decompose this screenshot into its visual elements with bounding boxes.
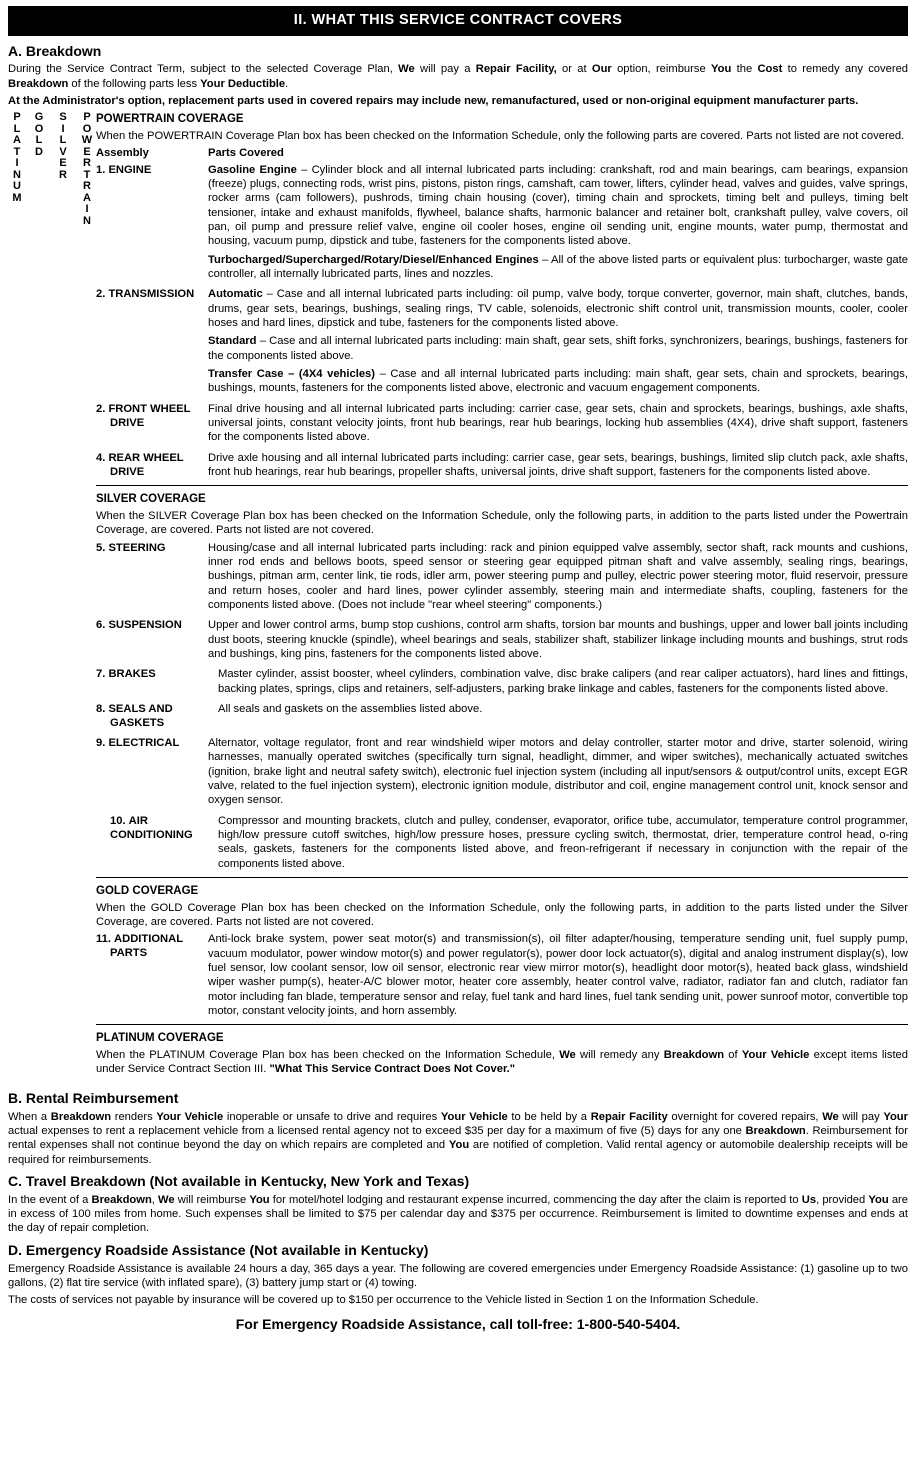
platinum-coverage-block	[96, 1031, 908, 1076]
item-body: All seals and gaskets on the assemblies listed above.	[218, 703, 483, 716]
vertical-label-platinum: P L A T I N U M	[12, 111, 22, 204]
item-label: 8. SEALS AND GASKETS	[96, 703, 173, 730]
paragraph-d1: Emergency Roadside Assistance is available 24 hours a day, 365 days a year. The following are covered emergencies under Emergency Roadside Assistance: (1) gasoline up to two gallons, (2) flat tire service (with inflated spare), (3) battery jump start or (4) towing.	[8, 1262, 908, 1290]
coverage-item-additional-parts	[96, 932, 908, 1018]
item-label: 1. ENGINE	[96, 163, 152, 176]
platinum-intro: When the PLATINUM Coverage Plan box has been checked on the Information Schedule, We will remedy any Breakdown of Your Vehicle except items listed under Service Contract Section III. "What This Service Contract Does Not Cover."	[96, 1049, 908, 1076]
item-body: Drive axle housing and all internal lubricated parts including: carrier case, gear sets, bearings, bushings, limited slip clutch pack, axle shafts, front hub hearings, rear hub bearings, propeller shafts, universal joints, drive shaft support, fasteners for the components listed above.	[208, 451, 908, 479]
item-label: 9. ELECTRICAL	[96, 737, 180, 750]
coverage-item-transmission	[96, 287, 908, 395]
divider-silver-gold	[96, 877, 908, 878]
paragraph-c: In the event of a Breakdown, We will reimburse You for motel/hotel lodging and restaurant expense incurred, commencing the day after the claim is reported to Us, provided You are in excess of 100 miles from home. Such expenses shall be limited to $75 per calendar day and $375 per occurrence. Reimbursement is limited to downtime expenses and ends at the day of repair completion.	[8, 1193, 909, 1235]
footer-phone-line: For Emergency Roadside Assistance, call toll-free: 1-800-540-5404.	[235, 1315, 681, 1332]
silver-intro: When the SILVER Coverage Plan box has been checked on the Information Schedule, only the following parts, in addition to the parts listed under the Powertrain Coverage, are covered. Parts not listed are not covered.	[96, 510, 908, 537]
powertrain-intro: When the POWERTRAIN Coverage Plan box has been checked on the Information Schedule, only the following parts are covered. Parts not listed are not covered.	[96, 130, 905, 143]
coverage-item-brakes	[96, 667, 908, 696]
coverage-table-header	[96, 146, 908, 160]
vertical-label-gold: G O L D	[34, 111, 44, 158]
powertrain-coverage-block	[96, 112, 908, 479]
coverage-item-suspension	[96, 618, 908, 661]
item-body: Master cylinder, assist booster, wheel cylinders, combination valve, disc brake calipers (and rear caliper actuators), hard lines and fittings, backing plates, springs, clips and retainers, self-adjusters, parking brake linkage and cables, fasteners for the components listed above.	[218, 668, 908, 695]
section-banner: II. WHAT THIS SERVICE CONTRACT COVERS	[8, 6, 908, 36]
item-body: Final drive housing and all internal lubricated parts including: carrier case, gear sets, chain and sprockets, bearings, bushings, axle shafts, universal joints, constant velocity joints, front hub bearings, rear hub bearings, locking hub assemblies (4X4), drive shaft support, fasteners for the components listed above.	[208, 402, 908, 444]
silver-title: SILVER COVERAGE	[96, 493, 206, 506]
gold-intro: When the GOLD Coverage Plan box has been checked on the Information Schedule, only the following parts, in addition to the parts listed under the Silver Coverage, are covered. Parts not listed are not covered.	[96, 901, 908, 929]
heading-c-travel-breakdown: C. Travel Breakdown (Not available in Kentucky, New York and Texas)	[8, 1172, 470, 1189]
paragraph-a2: At the Administrator's option, replacement parts used in covered repairs may include new, remanufactured, used or non-original equipment manufacturer parts.	[8, 95, 859, 108]
coverage-plans-block	[8, 112, 908, 1079]
coverage-item-electrical	[96, 736, 908, 808]
divider-powertrain-silver	[96, 485, 908, 486]
paragraph-b: When a Breakdown renders Your Vehicle inoperable or unsafe to drive and requires Your Vehicle to be held by a Repair Facility overnight for covered repairs, We will pay Your actual expenses to rent a replacement vehicle from a licensed rental agency not to exceed $35 per day for a maximum of five (5) days for any one Breakdown. Reimbursement for rental expenses shall not continue beyond the day on which repairs are completed and You are notified of completion. Valid rental agency or automobile dealership receipts will be required for reimbursements.	[8, 1110, 909, 1166]
item-body: Automatic – Case and all internal lubricated parts including: oil pump, valve body, torque converter, governor, main shaft, clutches, bands, drums, gear sets, bearings, bushings, sealing rings, TV cable, solenoids, electronic shift control unit, transmission mounts, cooler, cooler hoses and hard lines, dipstick and tube, fasteners for the components listed above. Standard – Case and all internal lubricated parts including: main shaft, gear sets, shift forks, synchronizers, bearings, bushings, fasteners for the components listed above. Transfer Case – (4X4 vehicles) – Case and all internal lubricated parts including: main shaft, gear sets, chain and sprockets, bearings, bushings, mounts, fasteners for the components listed above, electronic and vacuum engagement components.	[208, 288, 908, 395]
header-assembly: Assembly	[96, 147, 149, 160]
heading-b-rental-reimbursement: B. Rental Reimbursement	[8, 1089, 179, 1106]
powertrain-title: POWERTRAIN COVERAGE	[96, 113, 244, 126]
platinum-title: PLATINUM COVERAGE	[96, 1032, 224, 1045]
coverage-content	[96, 112, 908, 1079]
item-label: 11. ADDITIONAL PARTS	[96, 933, 184, 960]
coverage-item-seals-and-gaskets	[96, 702, 908, 730]
silver-coverage-block	[96, 492, 908, 871]
item-label: 2. TRANSMISSION	[96, 288, 195, 301]
item-body: Anti-lock brake system, power seat motor(s) and transmission(s), oil filter adapter/housing, temperature sending unit, fuel supply pump, vacuum modulator, power window motor(s) and power regulator(s), power door lock actuator(s), digital and analog instrument display(s), low fuel sensor, low coolant sensor, low oil sensor, electronic rear view mirror motor(s), headlight door motor(s), heated back glass, windshield wiper washer pump(s), heater-A/C blower motor, heater core assembly, heater control valve, radiator, radiator fan and clutch, radiator fan motor including fan blade, temperature sensor and relay, fuel tank and hard lines, fuel tank sending unit, power sunroof motor, convertible top motor, constant velocity joints, and horn assembly.	[208, 933, 908, 1017]
item-label: 10. AIR CONDITIONING	[110, 814, 193, 841]
item-body: Housing/case and all internal lubricated parts including: rack and pinion equipped valve assembly, sector shaft, rack mounts and cushions, inner rod ends and bellows boots, speed sensor or steering gear equipped pitman shaft and valve assembly, sealing rings, bearings, bushings, pitman arm, center link, tie rods, idler arm, power steering pump and pulley, electric power steering motor, fluid reservoir, pressure and return hoses, cooler and hard lines, power cylinder assembly, steering main and intermediate shafts, coupling, fasteners for the components listed above. (Does not include "rear wheel steering" components.)	[208, 541, 908, 612]
paragraph-a1: During the Service Contract Term, subject to the selected Coverage Plan, We will pay a Repair Facility, or at Our option, reimburse You the Cost to remedy any covered Breakdown of the following parts less Your Deductible.	[8, 63, 909, 90]
coverage-item-front-wheel-drive	[96, 402, 908, 445]
item-label: 6. SUSPENSION	[96, 619, 182, 632]
divider-gold-platinum	[96, 1024, 908, 1025]
coverage-item-steering	[96, 541, 908, 613]
item-label: 2. FRONT WHEEL DRIVE	[96, 402, 191, 429]
item-label: 4. REAR WHEEL DRIVE	[96, 451, 184, 478]
gold-title: GOLD COVERAGE	[96, 884, 199, 897]
item-body: Alternator, voltage regulator, front and rear windshield wiper motors and delay controller, starter motor and drive, starter solenoid, wiring harnesses, manually operated switches (specifically turn signal, headlight, dimmer, and wiper switches), mechanically actuated switches (ignition, brake light and neutral safety switch), electronic fuel injection system (including all input/sensors & output/control units, except EGR valve, related to the fuel injection system), electronic ignition module, distributor and coil, engine management control unit, knock sensor and oxygen sensor.	[208, 737, 908, 807]
coverage-item-air-conditioning	[96, 814, 908, 871]
item-body: Compressor and mounting brackets, clutch and pulley, condenser, evaporator, orifice tube, accumulator, temperature control programmer, high/low pressure cutoff switches, high/low pressure hoses, pressure cycling switch, thermostat, drier, temperature control head, o-ring seals, gaskets, fasteners for the components listed above, and freon-refrigerant if necessary in conjunction with the repair of the components listed above.	[218, 814, 908, 870]
coverage-item-rear-wheel-drive	[96, 451, 908, 480]
vertical-label-silver: S I L V E R	[59, 111, 67, 181]
item-body: Upper and lower control arms, bump stop cushions, control arm shafts, torsion bar mounts and bushings, upper and lower ball joints including dust boots, steering knuckle (spindle), wheel bearings and seals, stabilizer shaft, stabilizer linkage including mounts and bushings, strut rods and bushings, king pins, fasteners for the components listed above.	[208, 619, 908, 661]
gold-coverage-block	[96, 884, 908, 1018]
heading-d-emergency-roadside-assistance: D. Emergency Roadside Assistance (Not available in Kentucky)	[8, 1241, 429, 1258]
item-body: Gasoline Engine – Cylinder block and all internal lubricated parts including: crankshaft, rod and main bearings, cam bearings, expansion (freeze) plugs, connecting rods, wrist pins, pistons, piston rings, camshaft, cam tower, lifters, cylinder head, valves and guides, valve springs, rocker arms (cam followers), pushrods, timing chain housing (cover), timing chain and sprockets, timing belt and pulleys, timing belt tensioner, intake and exhaust manifolds, flywheel, balance shafts, harmonic balancer and retainer bolt, crankshaft pulley, valve covers, oil pan, oil pump and pressure relief valve, engine oil cooler hoses, engine oil sending unit, engine mounts, water pump, thermostat and housing, vacuum pump, dipstick and tube, fasteners for the components listed above. Turbocharged/Supercharged/Rotary/Diesel/Enhanced Engines – All of the above listed parts or equivalent plus: turbocharger, waste gate controller, all internally lubricated parts, lines and nozzles.	[208, 163, 909, 281]
heading-a-breakdown: A. Breakdown	[8, 42, 102, 59]
coverage-item-engine	[96, 163, 908, 282]
item-label: 7. BRAKES	[96, 668, 156, 681]
paragraph-d2: The costs of services not payable by insurance will be covered up to $150 per occurrence to the Vehicle listed in Section 1 on the Information Schedule.	[8, 1294, 759, 1307]
plan-vertical-labels	[8, 112, 96, 1079]
header-parts-covered: Parts Covered	[208, 147, 284, 160]
vertical-label-powertrain: P O W E R T R A I N	[81, 111, 93, 227]
item-label: 5. STEERING	[96, 541, 166, 554]
